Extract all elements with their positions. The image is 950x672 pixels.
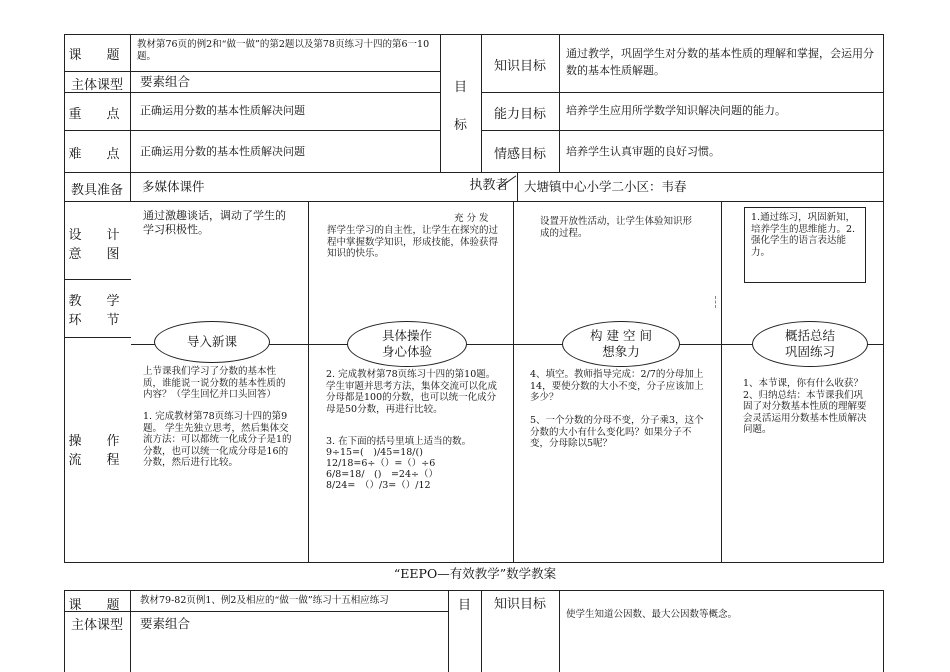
flow-2f: 8/24= （）/3=（）/12 [326,480,431,491]
design-intent-4-box [744,207,866,283]
step-4-label-a: 概括总结 [784,328,835,343]
step-3-label-b: 想象力 [602,344,640,359]
step-1-label: 导入新课 [186,334,237,349]
knowledge-label-2: 知识目标 [493,597,546,612]
flow-4: 1、本节课，你有什么收获？2、归纳总结：本节课我们巩固了对分数基本性质的理解要会灵活运用分数基本性质解决问题。 [743,378,867,435]
step-4-label-b: 巩固练习 [784,344,835,359]
flow-2d: 12/18=6÷（）=（）÷6 [326,458,436,469]
knowledge-text: 通过教学，巩固学生对分数的基本性质的理解和掌握，会运用分数的基本性质解题。 [566,47,874,77]
knowledge-text-2: 使学生知道公因数、最大公因数等概念。 [566,609,738,620]
topic-text-2: 教材79-82页例1、例2及相应的“做一做”练习十五相应练习 [140,595,389,606]
type-text-2: 要素组合 [140,616,191,631]
emotion-text: 培养学生认真审题的良好习惯。 [566,145,720,158]
design-intent-3: 设置开放性活动，让学生体验知识形成的过程。 [540,216,693,239]
topic-label: 课 题 [68,48,126,63]
steps-label-line1: 教 学 [68,294,126,309]
steps-label [64,292,130,330]
design-label [64,226,130,264]
topic-text: 教材第76页的例2和“做一做”的第2题以及第78页练习十四的第6一10题。 [137,39,430,62]
flow-2c: 9÷15=( )/45=18/() [326,447,423,458]
teacher-text: 大塘镇中心小学二小区：韦春 [524,179,687,194]
goal-label-bottom: 标 [453,118,467,133]
flow-label-line2: 流 程 [68,453,126,468]
design-label-line1: 设 计 [68,228,126,243]
hard-label: 难 点 [68,147,126,162]
design-intent-1: 通过激趣谈话，调动了学生的学习积极性。 [143,209,286,236]
topic-label-2: 课 题 [68,598,126,613]
key-label: 重 点 [68,107,126,122]
tools-label: 教具准备 [70,183,123,198]
design-intent-4: 1.通过练习，巩固新知，培养学生的思维能力。2.强化学生的语言表达能力。 [751,212,856,258]
flow-label-line1: 操 作 [68,434,126,449]
flow-2a: 2. 完成教材第78页练习十四的第10题。 学生审题并思考方法，集体交流可以化成分母都是100的分数，也可以统一化成分母是50分数，再进行比较。 [326,369,498,415]
steps-label-line2: 环 节 [68,313,126,328]
step-3-label-a: 构 建 空 间 [590,328,652,343]
flow-1b: 1. 完成教材第78页练习十四的第9题。 学生先独立思考，然后集体交流方法：可以都统一化成分子是1的分数，也可以统一化成分母是16的分数，然后进行比较。 [143,411,292,468]
flow-3a: 4、填空。教师指导完成：2/7的分母加上14，要使分数的大小不变，分子应该加上多少？ [530,369,704,403]
design-intent-2b: 挥学生学习的自主性，让学生在探究的过程中掌握数学知识，形成技能，体验获得知识的快乐。 [327,225,499,259]
step-2-label-b: 身心体验 [381,344,432,359]
flow-3b: 5、一个分数的分母不变，分子乘3，这个分数的大小有什么变化吗？如果分子不变，分母除以5呢？ [530,415,704,449]
step-oval-1 [154,321,270,363]
tools-text: 多媒体课件 [142,179,205,194]
design-label-line2: 意 图 [68,247,126,262]
type-label: 主体课型 [70,78,123,93]
step-oval-3 [562,321,680,367]
key-text: 正确运用分数的基本性质解决问题 [140,104,305,117]
ability-text: 培养学生应用所学数学知识解决问题的能力。 [566,104,786,117]
hard-text: 正确运用分数的基本性质解决问题 [140,145,305,158]
flow-1a: 上节课我们学习了分数的基本性质，谁能说一说分数的基本性质的内容？（学生回忆并口头回答） [143,366,286,400]
goal-label-top: 目 [453,80,467,95]
emotion-label: 情感目标 [493,147,546,162]
type-label-2: 主体课型 [70,618,123,633]
teacher-label: 执教者 [469,178,509,193]
flow-2b: 3. 在下面的括号里填上适当的数。 [326,436,472,447]
step-oval-4 [752,321,868,367]
knowledge-label: 知识目标 [493,59,546,74]
flow-label [64,432,130,470]
design-intent-2a: 充 分 发 [454,213,489,224]
goal-label-2: 目 [457,598,471,613]
type-text: 要素组合 [140,74,191,89]
middle-title: “EEPO—有效教学”数学教案 [393,566,557,581]
step-oval-2 [347,321,467,367]
step-2-label-a: 具体操作 [381,328,432,343]
ability-label: 能力目标 [493,107,546,122]
flow-2e: 6/8=18/ () =24÷（） [326,469,438,480]
